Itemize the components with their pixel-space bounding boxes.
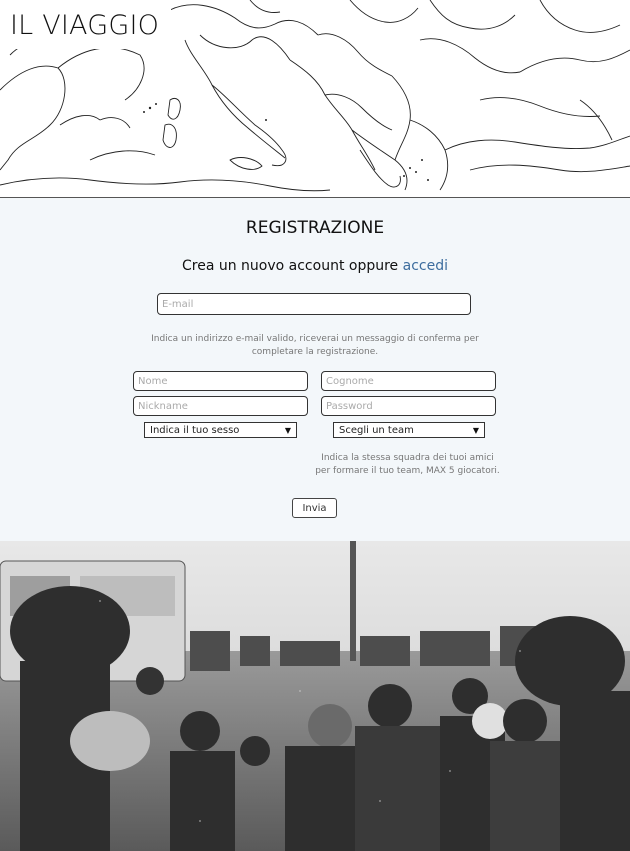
caret-down-icon: ▼ xyxy=(284,425,291,435)
team-hint-line2: per formare il tuo team, MAX 5 giocatori. xyxy=(315,466,500,476)
nickname-input[interactable] xyxy=(133,396,308,416)
login-link[interactable]: accedi xyxy=(402,258,448,274)
submit-button[interactable]: Invia xyxy=(292,498,337,518)
email-hint: Indica un indirizzo e-mail valido, riceverai un messaggio di conferma per completare la registrazione. xyxy=(151,334,479,357)
subtitle-text: Crea un nuovo account oppure xyxy=(181,258,399,274)
registration-subtitle xyxy=(0,258,630,274)
sex-select-value: Indica il tuo sesso xyxy=(150,424,240,436)
site-title: IL VIAGGIO xyxy=(0,0,171,49)
caret-down-icon: ▼ xyxy=(472,425,479,435)
photo-illustration xyxy=(0,541,630,851)
password-input[interactable] xyxy=(321,396,496,416)
nome-input[interactable] xyxy=(133,371,308,391)
registration-title: REGISTRAZIONE xyxy=(245,218,385,238)
refugee-photo xyxy=(0,541,630,851)
registration-section xyxy=(0,197,630,542)
team-select[interactable] xyxy=(333,422,485,438)
sex-select[interactable] xyxy=(144,422,297,438)
email-input[interactable] xyxy=(157,293,471,315)
team-hint-line1: Indica la stessa squadra dei tuoi amici xyxy=(321,453,494,463)
team-select-value: Scegli un team xyxy=(339,424,414,436)
cognome-input[interactable] xyxy=(321,371,496,391)
team-hint xyxy=(300,452,515,478)
map-header xyxy=(0,0,630,197)
